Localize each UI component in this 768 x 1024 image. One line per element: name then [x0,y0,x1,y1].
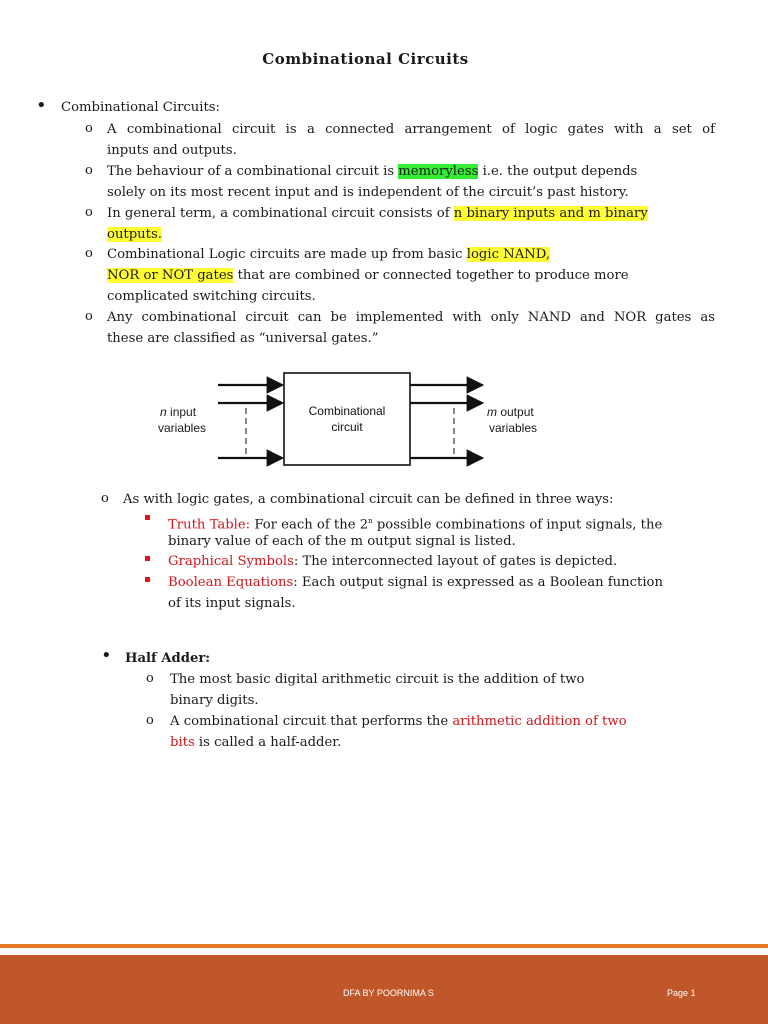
graphical-desc: : The interconnected layout of gates is depicted. [293,554,618,569]
boolean-equations-line-1 [168,575,663,591]
half-adder-item-1-line-1: The most basic digital arithmetic circuit is the addition of two [170,672,585,687]
circle-bullet: o [85,309,93,324]
half-adder-item-2-line-2 [170,735,341,751]
half-adder-item-1-line-2: binary digits. [170,693,259,708]
half-adder-text-a: A combinational circuit that performs the [170,714,453,729]
input-text: input [166,405,197,419]
item-1-line-1: A combinational circuit is a connected arrangement of logic gates with a set of [107,122,715,137]
truth-desc-b: possible combinations of input signals, the [372,517,663,533]
circle-bullet: o [85,163,93,178]
highlight-nor-not: NOR or NOT gates [107,268,234,283]
input-label-1 [160,404,196,420]
bullet-dot: • [101,645,112,666]
page-title: Combinational Circuits [262,50,469,68]
circuit-box [284,373,410,465]
footer-author: DFA BY POORNIMA S [343,988,434,998]
truth-desc-a: For each of the 2 [250,517,369,533]
item-4-text-b: that are combined or connected together to produce more [233,268,629,283]
output-label-1 [487,404,534,420]
box-label-2: circuit [331,420,363,434]
item-2-text-a: The behaviour of a combinational circuit is [107,164,399,179]
item-4-line-3: complicated switching circuits. [107,289,316,304]
highlight-memoryless: memoryless [398,164,479,179]
square-bullet [145,577,150,582]
box-label-1: Combinational [308,404,386,418]
bullet-dot: • [36,95,47,116]
section-heading: Combinational Circuits: [61,100,220,115]
item-4-text-a: Combinational Logic circuits are made up from basic [107,247,467,262]
boolean-desc: : Each output signal is expressed as a Boolean function [293,575,663,590]
superscript-n: n [368,517,373,525]
red-bits: bits [170,735,195,750]
half-adder-item-2-line-1 [170,714,627,730]
circle-bullet: o [101,491,109,506]
item-2-line-2: solely on its most recent input and is independent of the circuit’s past history. [107,185,629,200]
half-adder-heading: Half Adder: [125,651,211,666]
highlight-binary-io: n binary inputs and m binary [453,206,648,221]
item-3-line-1 [107,206,648,222]
item-2-line-1 [107,164,715,180]
truth-table-line-1 [168,513,662,533]
page-number: Page 1 [667,988,696,998]
combinational-circuit-diagram [214,370,514,470]
term-boolean-equations: Boolean Equations [168,575,294,590]
boolean-equations-line-2: of its input signals. [168,596,296,611]
square-bullet [145,515,150,520]
term-graphical-symbols: Graphical Symbols [168,554,294,569]
highlight-logic-nand: logic NAND, [466,247,551,262]
circle-bullet: o [85,121,93,136]
circle-bullet: o [146,671,154,686]
graphical-symbols-line [168,554,617,570]
circle-bullet: o [85,205,93,220]
item-1-line-2: inputs and outputs. [107,143,237,158]
item-3-text-a: In general term, a combinational circuit consists of [107,206,454,221]
truth-table-line-2: binary value of each of the m output signal is listed. [168,534,516,549]
input-n: n [160,405,167,419]
output-text: output [497,405,534,419]
item-5-line-2: these are classified as “universal gates.” [107,331,379,346]
input-label-2: variables [158,421,207,435]
item-2-text-b: i.e. the output depends [478,164,638,179]
output-m: m [487,405,497,419]
half-adder-text-b: is called a half-adder. [194,735,342,750]
item-4-line-2 [107,268,715,284]
item-5-line-1: Any combinational circuit can be implemented with only NAND and NOR gates as [107,310,715,325]
item-4-line-1 [107,247,550,263]
term-truth-table: Truth Table: [168,517,251,533]
circle-bullet: o [146,713,154,728]
output-label-2: variables [489,421,538,435]
ways-intro: As with logic gates, a combinational circuit can be defined in three ways: [123,492,614,507]
highlight-outputs: outputs. [107,227,162,242]
footer-accent-line [0,944,768,948]
square-bullet [145,556,150,561]
red-arith-addition: arithmetic addition of two [452,714,627,729]
circle-bullet: o [85,246,93,261]
item-3-line-2 [107,227,162,243]
